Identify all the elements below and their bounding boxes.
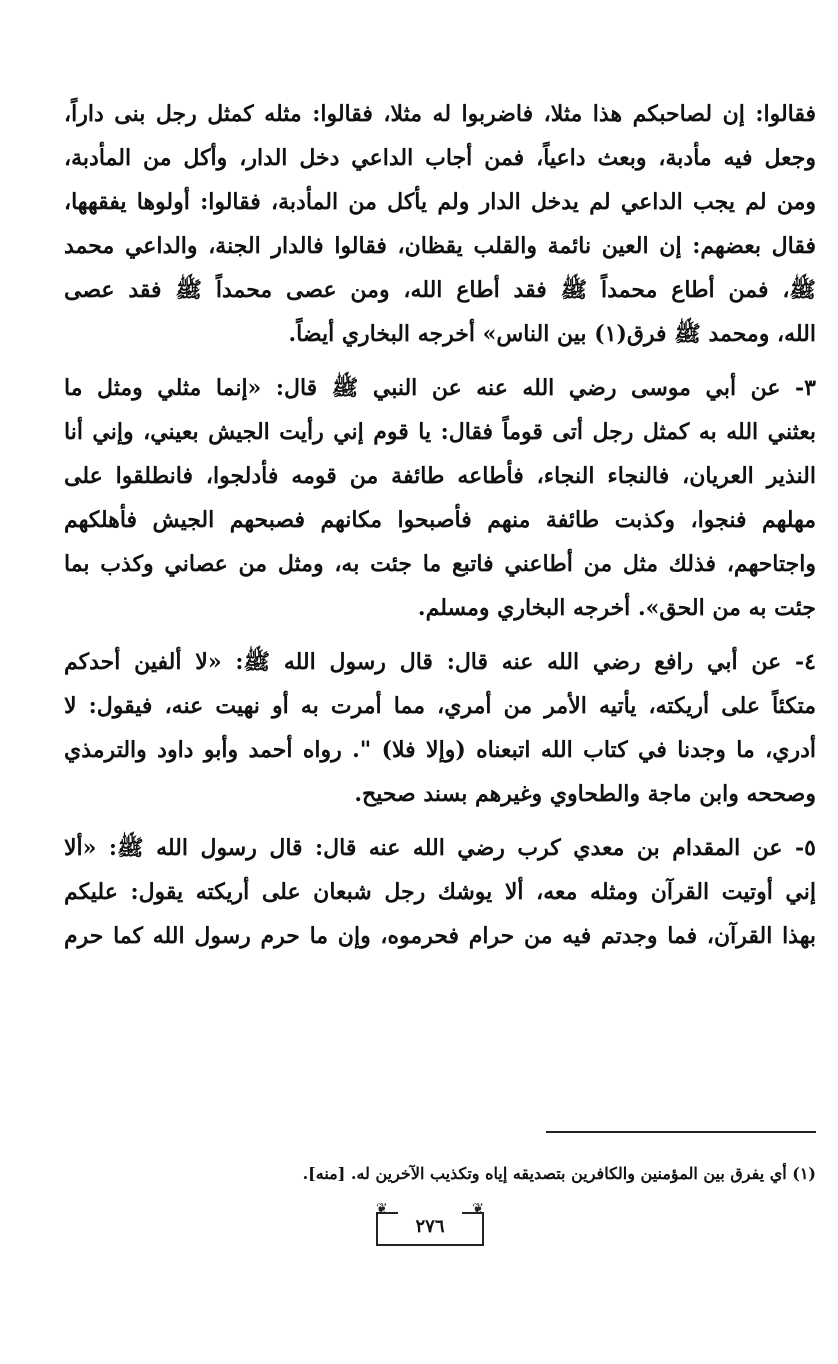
text-line: واجتاحهم، فذلك مثل من أطاعني فاتبع ما جئت به، ومثل من عصاني وكذب بما xyxy=(64,551,816,577)
paragraph-1 xyxy=(64,92,816,356)
text-line: فقالوا: إن لصاحبكم هذا مثلا، فاضربوا له مثلا، فقالوا: مثله كمثل رجل بنى داراً، xyxy=(64,101,816,127)
paragraph-4 xyxy=(64,826,816,958)
footnote: (١) أي يفرق بين المؤمنين والكافرين بتصديقه إياه وتكذيب الآخرين له. [منه]. xyxy=(302,1164,816,1183)
text-line: أدري، ما وجدنا في كتاب الله اتبعناه (وإلا فلا) ". رواه أحمد وأبو داود والترمذي xyxy=(64,737,816,763)
text-line: ٣- عن أبي موسى رضي الله عنه عن النبي ﷺ قال: «إنما مثلي ومثل ما xyxy=(64,375,816,401)
text-line: ومن لم يجب الداعي لم يدخل الدار ولم يأكل من المأدبة، فقالوا: أولوها يفقهها، xyxy=(64,189,816,215)
text-line: بعثني الله به كمثل رجل أتى قوماً فقال: يا قوم إني رأيت الجيش بعيني، وإني أنا xyxy=(64,419,816,445)
text-line: متكئاً على أريكته، يأتيه الأمر من أمري، مما أمرت به أو نهيت عنه، فيقول: لا xyxy=(64,693,816,719)
text-line: إني أوتيت القرآن ومثله معه، ألا يوشك رجل شبعان على أريكته يقول: عليكم xyxy=(64,879,816,905)
text-line: ٤- عن أبي رافع رضي الله عنه قال: قال رسول الله ﷺ: «لا ألفين أحدكم xyxy=(64,649,816,675)
ornament-icon: ❦ xyxy=(376,1201,388,1217)
page-number: ٢٧٦ xyxy=(415,1216,445,1237)
paragraph-2 xyxy=(64,366,816,630)
text-line: وصححه وابن ماجة والطحاوي وغيرهم بسند صحيح. xyxy=(354,781,816,807)
paragraph-3 xyxy=(64,640,816,816)
text-line: ﷺ، فمن أطاع محمداً ﷺ فقد أطاع الله، ومن عصى محمداً ﷺ فقد عصى xyxy=(64,277,816,303)
footnote-divider xyxy=(546,1131,816,1133)
text-line: ٥- عن المقدام بن معدي كرب رضي الله عنه قال: قال رسول الله ﷺ: «ألا xyxy=(64,835,816,861)
text-line: وجعل فيه مأدبة، وبعث داعياً، فمن أجاب الداعي دخل الدار، وأكل من المأدبة، xyxy=(64,145,816,171)
ornament-icon: ❦ xyxy=(472,1201,484,1217)
page-number-frame xyxy=(376,1201,484,1246)
text-line: النذير العريان، فالنجاء النجاء، فأطاعه طائفة من قومه فأدلجوا، فانطلقوا على xyxy=(64,463,816,489)
text-line: الله، ومحمد ﷺ فرق(١) بين الناس» أخرجه البخاري أيضاً. xyxy=(288,321,816,347)
main-text xyxy=(64,92,816,958)
text-line: بهذا القرآن، فما وجدتم فيه من حرام فحرموه، وإن ما حرم رسول الله كما حرم xyxy=(64,923,816,949)
text-line: جئت به من الحق». أخرجه البخاري ومسلم. xyxy=(417,595,816,621)
text-line: مهلهم فنجوا، وكذبت طائفة منهم فأصبحوا مكانهم فصبحهم الجيش فأهلكهم xyxy=(64,507,816,533)
text-line: فقال بعضهم: إن العين نائمة والقلب يقظان، فقالوا فالدار الجنة، والداعي محمد xyxy=(64,233,816,259)
